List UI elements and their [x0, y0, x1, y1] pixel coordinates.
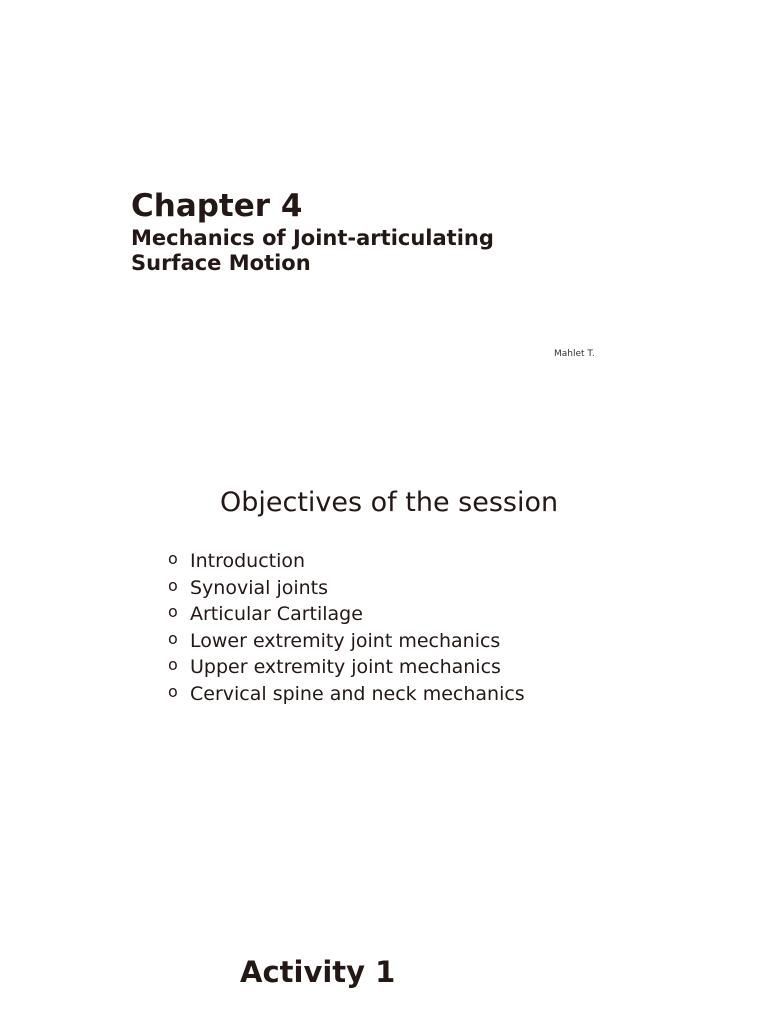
bullet-circle-icon: o [168, 655, 178, 675]
objective-item-label: Synovial joints [190, 576, 329, 599]
chapter-subtitle [131, 226, 494, 276]
objective-item-label: Introduction [190, 550, 306, 572]
objectives-list [168, 548, 525, 708]
chapter-subtitle-line: Mechanics of Joint-articulating [131, 226, 494, 250]
bullet-circle-icon: o [168, 681, 178, 701]
objective-item [168, 654, 525, 681]
objective-item [168, 548, 525, 575]
bullet-circle-icon: o [168, 549, 178, 568]
author-name: Mahlet T. [554, 349, 595, 359]
objectives-title: Objectives of the session [220, 487, 559, 518]
objective-item-label: Upper extremity joint mechanics [190, 656, 501, 679]
objective-item [168, 628, 525, 655]
chapter-subtitle-line: Surface Motion [131, 251, 311, 275]
objective-item [168, 601, 525, 628]
activity-title: Activity 1 [240, 955, 396, 989]
bullet-circle-icon: o [168, 602, 178, 622]
chapter-title: Chapter 4 [131, 188, 303, 224]
objective-item [168, 575, 525, 602]
objective-item-label: Lower extremity joint mechanics [190, 629, 501, 652]
bullet-circle-icon: o [168, 628, 178, 648]
objective-item-label: Articular Cartilage [190, 603, 363, 626]
objective-item [168, 681, 525, 708]
objective-item-label: Cervical spine and neck mechanics [190, 682, 525, 705]
bullet-circle-icon: o [168, 575, 178, 595]
